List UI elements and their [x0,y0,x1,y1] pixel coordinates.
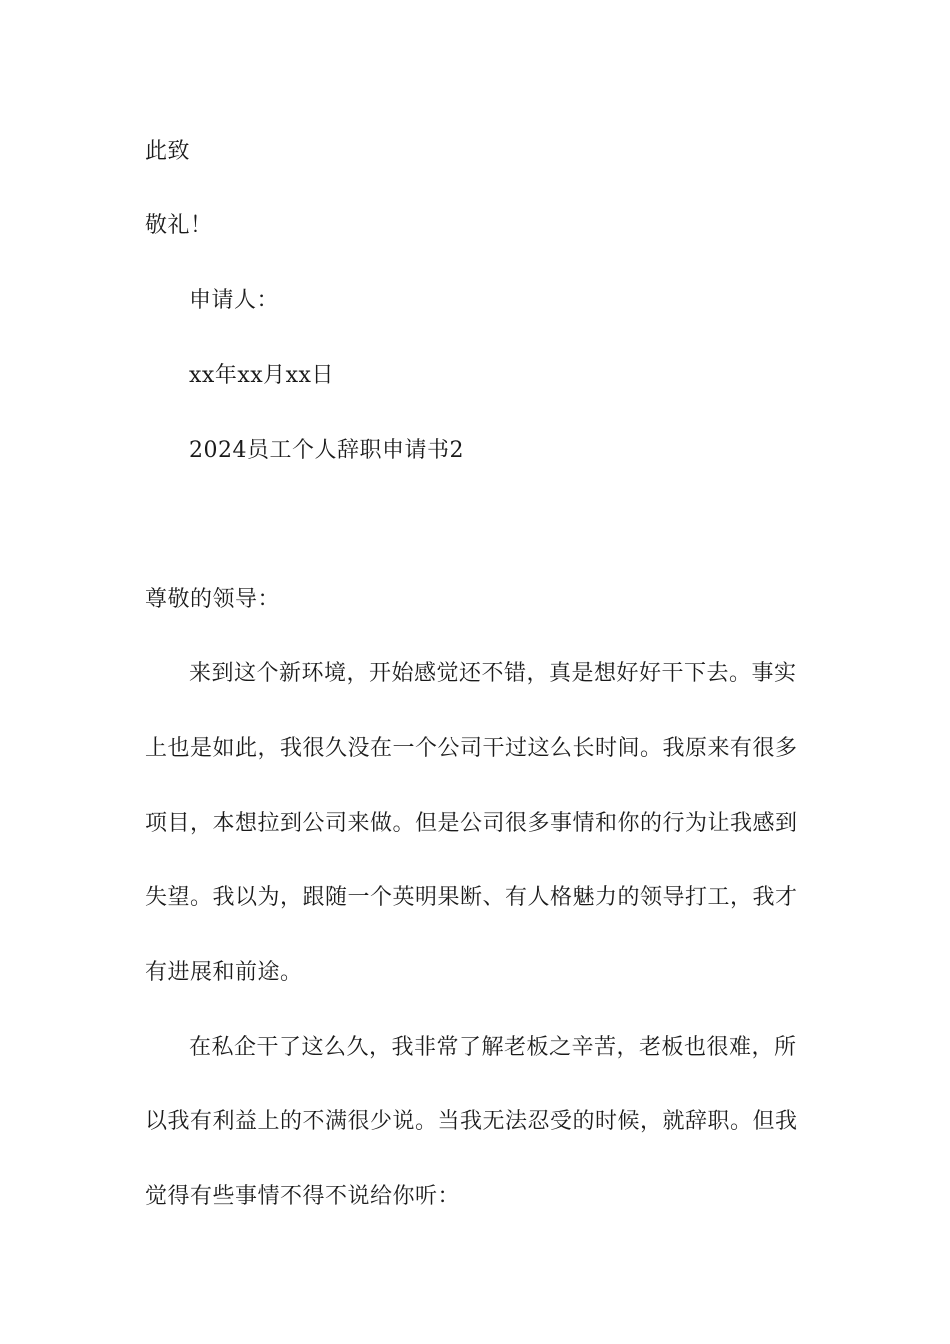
section-title: 2024员工个人辞职申请书2 [189,438,464,463]
paragraph-line: 有进展和前途。 [145,960,303,985]
paragraph-line: 在私企干了这么久，我非常了解老板之辛苦，老板也很难，所 [189,1035,797,1060]
paragraph-line: 觉得有些事情不得不说给你听： [145,1184,461,1209]
closing-ci-zhi: 此致 [145,139,191,164]
paragraph-line: 失望。我以为，跟随一个英明果断、有人格魅力的领导打工，我才 [145,885,798,910]
paragraph-line: 上也是如此，我很久没在一个公司干过这么长时间。我原来有很多 [145,736,798,761]
date-line: xx年xx月xx日 [189,363,334,388]
paragraph-line: 项目，本想拉到公司来做。但是公司很多事情和你的行为让我感到 [145,811,798,836]
salutation: 尊敬的领导： [145,587,281,612]
paragraph-line: 来到这个新环境，开始感觉还不错，真是想好好干下去。事实 [189,661,797,686]
applicant-label: 申请人： [189,288,280,313]
paragraph-line: 以我有利益上的不满很少说。当我无法忍受的时候，就辞职。但我 [145,1109,798,1134]
closing-jing-li: 敬礼！ [145,213,213,238]
